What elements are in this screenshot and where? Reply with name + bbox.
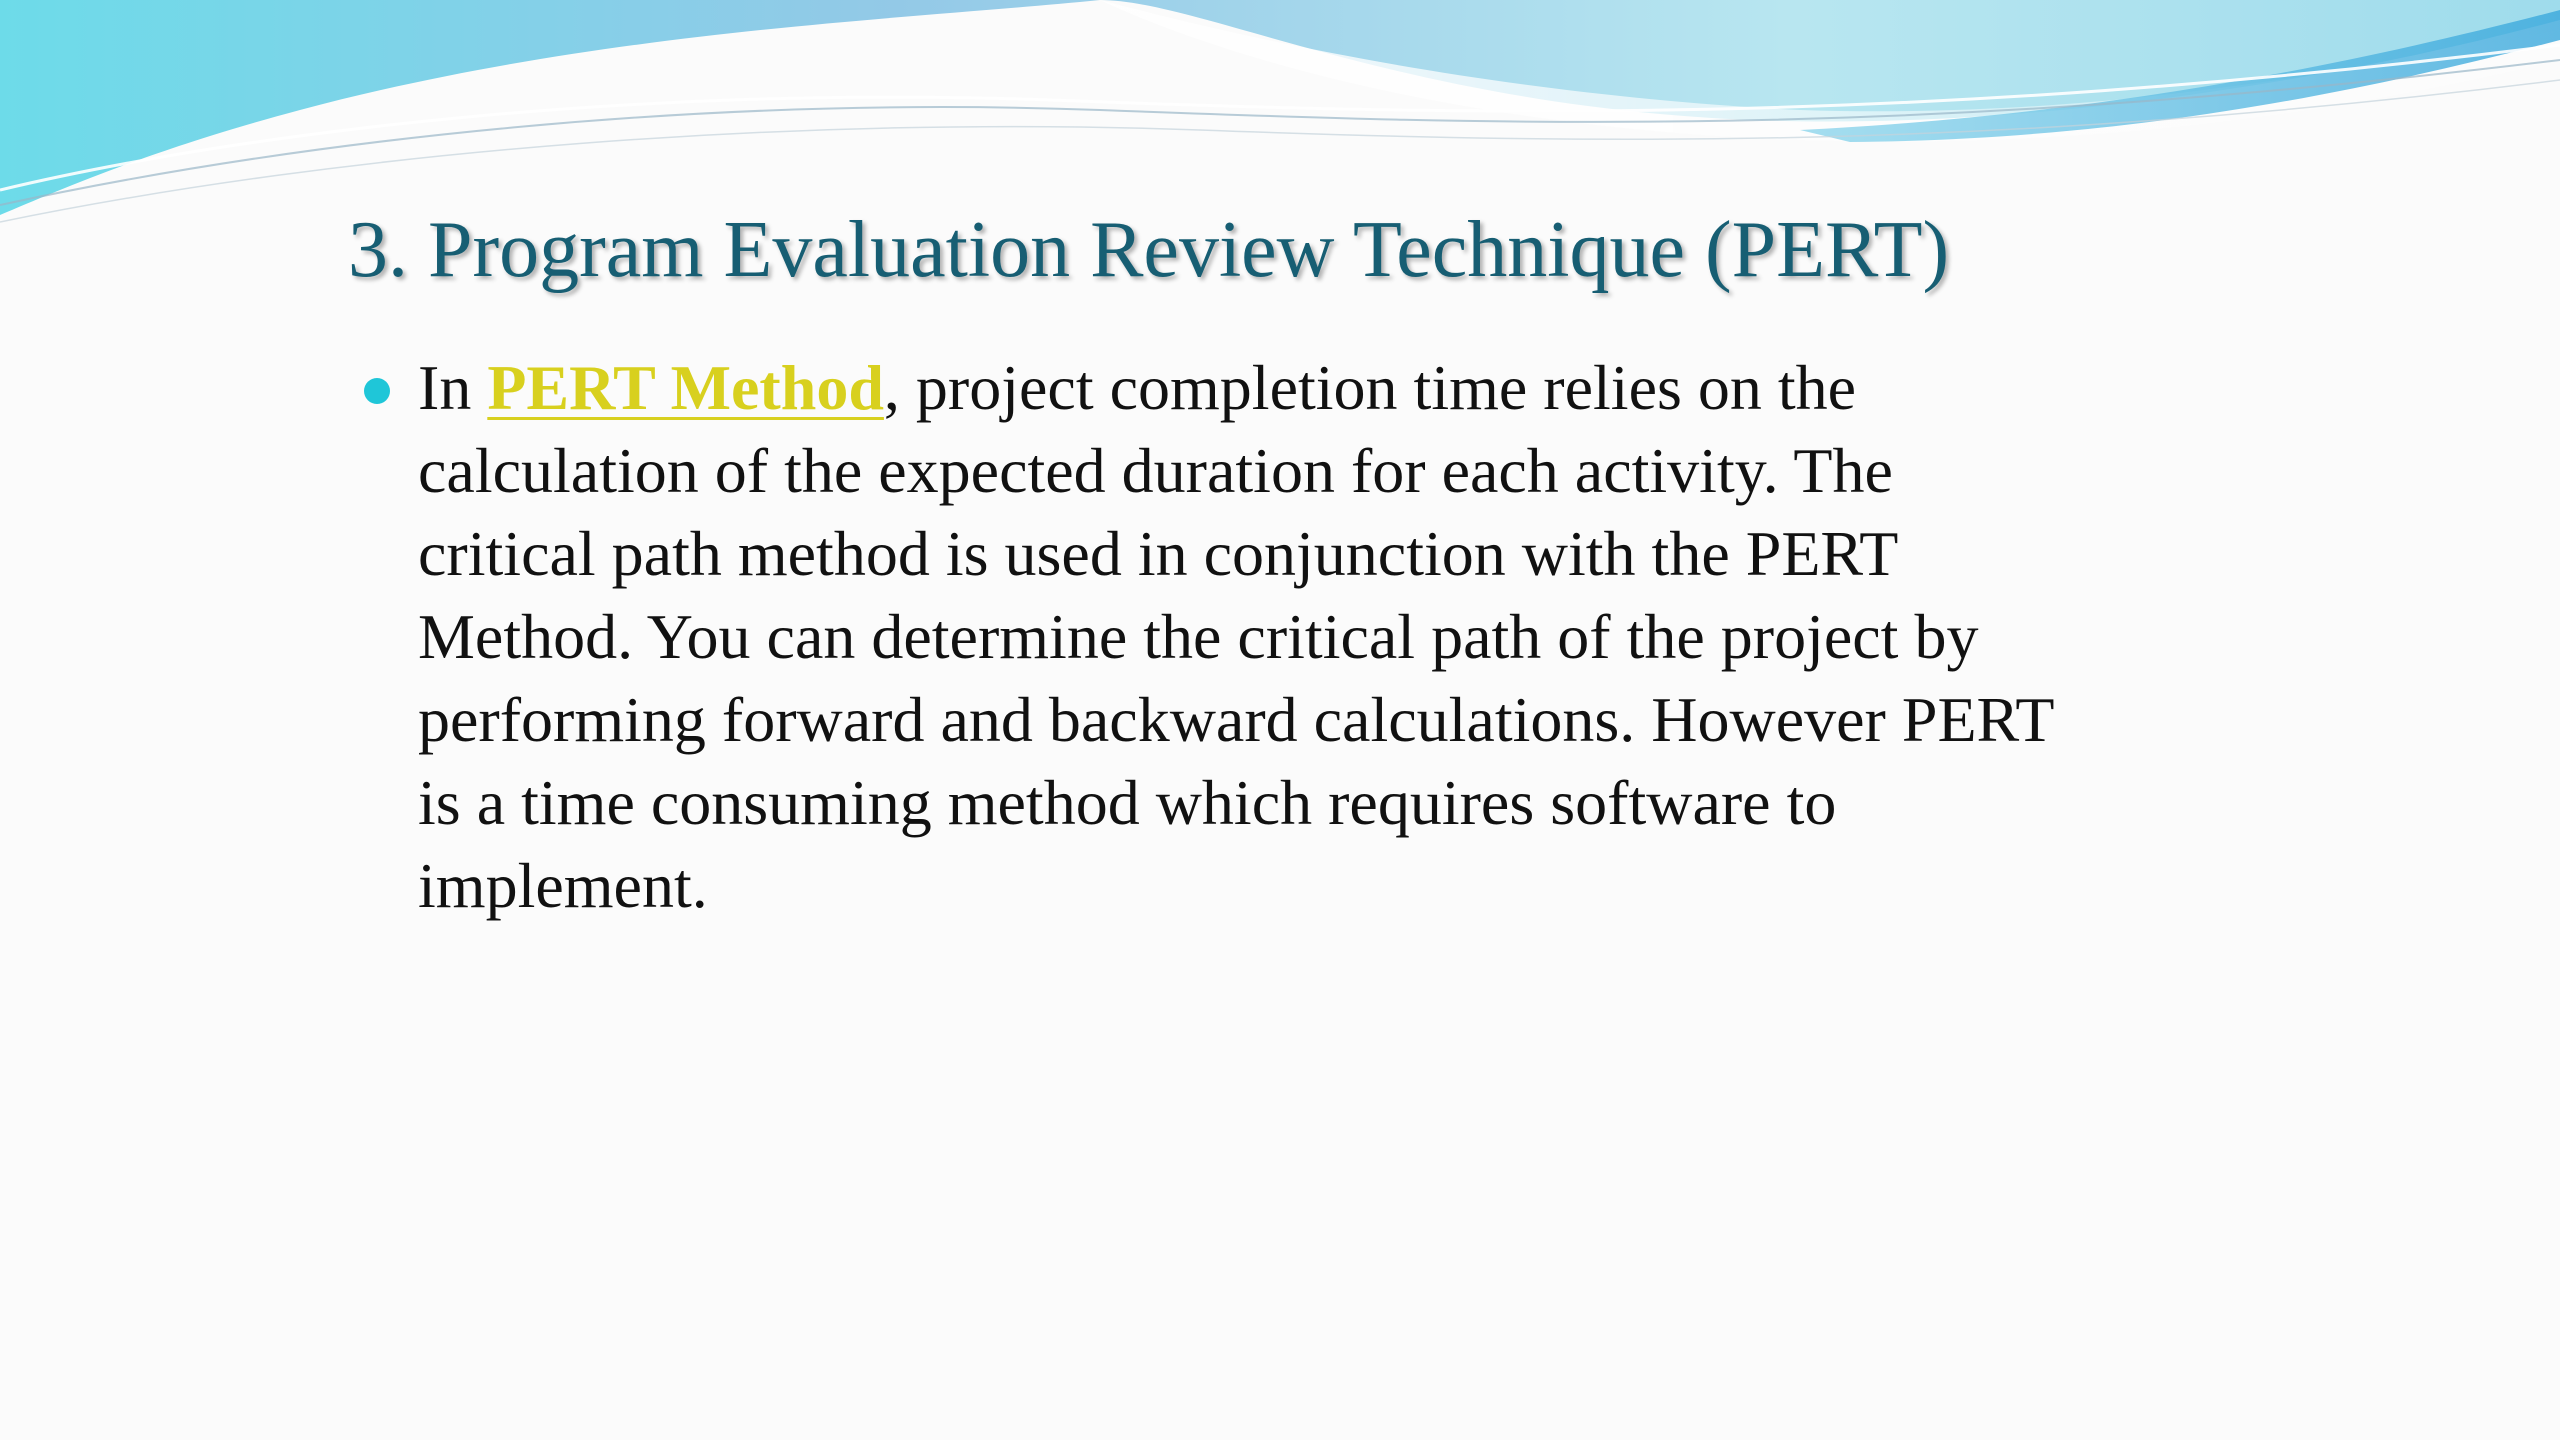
bullet-line-3: critical path method is used in conjunction with the PERT bbox=[418, 518, 1899, 589]
pert-method-link[interactable]: PERT Method bbox=[487, 352, 884, 423]
slide-title: 3. Program Evaluation Review Technique (PERT) bbox=[348, 206, 1950, 294]
bullet-line-1 bbox=[418, 346, 2244, 429]
bullet-line-2: calculation of the expected duration for each activity. The bbox=[418, 435, 1893, 506]
bullet-line-7: implement. bbox=[418, 850, 708, 921]
bullet-prefix: In bbox=[418, 352, 488, 423]
bullet-line-6: is a time consuming method which requires software to bbox=[418, 767, 1837, 838]
bullet-line-1-rest: , project completion time relies on the bbox=[883, 352, 1857, 423]
bullet-list bbox=[364, 346, 2244, 927]
bullet-line-4: Method. You can determine the critical path of the project by bbox=[418, 601, 1979, 672]
bullet-item bbox=[364, 346, 2244, 927]
bullet-dot-icon bbox=[364, 378, 390, 404]
bullet-line-5: performing forward and backward calculations. However PERT bbox=[418, 684, 2055, 755]
